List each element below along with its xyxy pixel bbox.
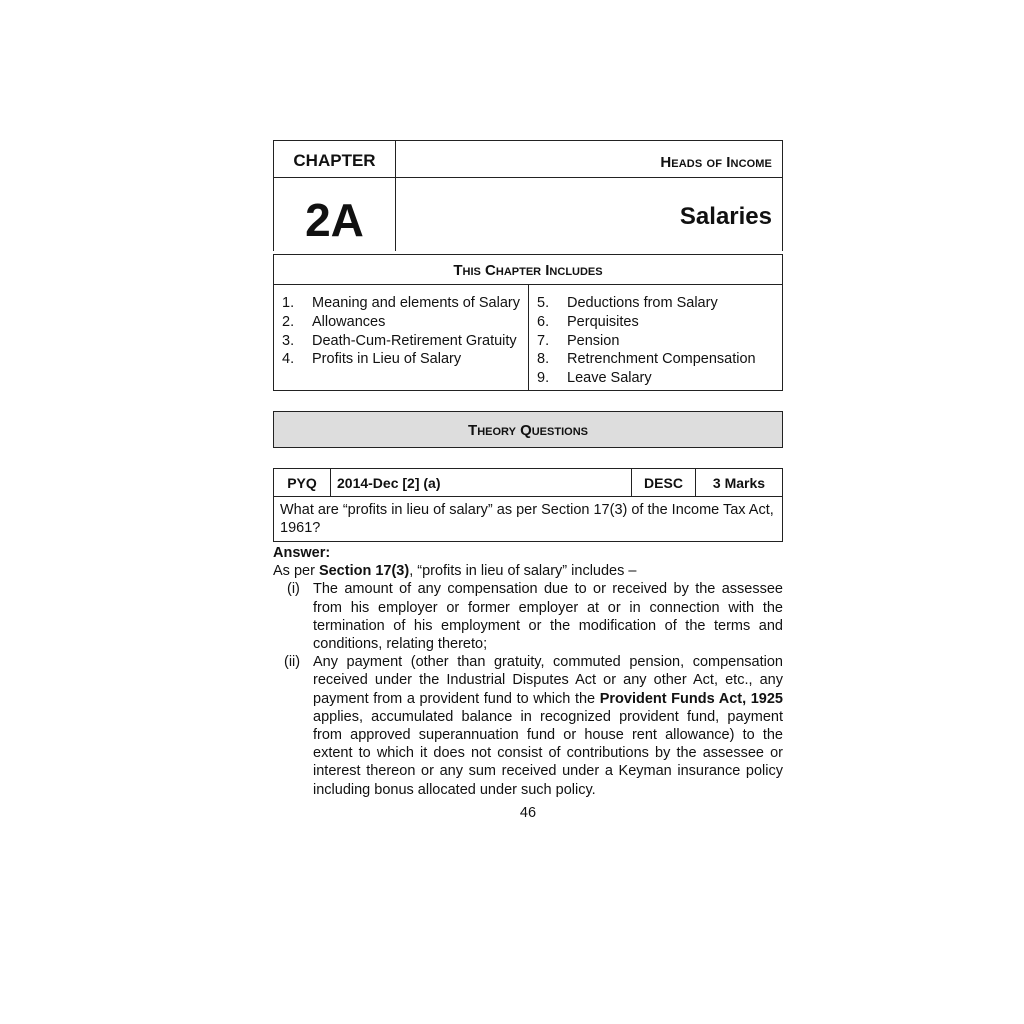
answer-intro-text: As per <box>273 563 319 580</box>
list-item <box>537 294 774 313</box>
list-item <box>537 313 774 332</box>
question-meta-row <box>274 469 782 497</box>
chapter-badge <box>274 141 396 251</box>
answer-intro-text-end: , “profits in lieu of salary” includes – <box>409 563 637 580</box>
answer-item <box>273 580 783 653</box>
list-item-text: Death-Cum-Retirement Gratuity <box>312 332 517 349</box>
list-item-number: 5. <box>537 295 550 311</box>
answer-item-act-name: Provident Funds Act, 1925 <box>599 690 783 707</box>
list-item <box>282 332 520 351</box>
list-item <box>282 350 520 369</box>
list-item-number: 1. <box>282 295 295 311</box>
header-divider <box>395 177 782 178</box>
answer-section <box>273 544 783 799</box>
chapter-title: Salaries <box>679 203 772 230</box>
question-marks: 3 Marks <box>712 474 766 491</box>
chapter-number: 2A <box>305 194 364 246</box>
page-number: 46 <box>519 804 537 821</box>
list-item <box>537 332 774 351</box>
list-item-text: Leave Salary <box>567 370 652 387</box>
list-item <box>537 369 774 388</box>
list-item-number: 7. <box>537 332 550 349</box>
list-item-number: 6. <box>537 313 550 330</box>
answer-item-number: (ii) <box>284 654 301 671</box>
answer-intro <box>273 562 783 580</box>
answer-label: Answer: <box>273 544 331 561</box>
chapter-label: CHAPTER <box>274 141 395 178</box>
list-item-text: Profits in Lieu of Salary <box>312 351 462 368</box>
list-item-number: 9. <box>537 370 550 387</box>
list-item <box>537 350 774 369</box>
list-item-number: 3. <box>282 332 295 349</box>
list-item-text: Allowances <box>312 313 386 330</box>
answer-item-text-start: Any payment (other than gratuity, commuted pension, compensation received under the Industrial Disputes Act or any other Act, etc., any payment from a provident fund to which the <box>313 654 783 707</box>
includes-right-column <box>529 285 782 390</box>
includes-left-column <box>274 285 529 390</box>
chapter-header <box>273 140 783 251</box>
answer-item-text <box>313 653 783 799</box>
question-table <box>273 468 783 542</box>
question-tag: PYQ <box>274 469 331 496</box>
chapter-includes-heading: This Chapter Includes <box>274 255 782 285</box>
heads-of-income-label: Heads of Income <box>660 154 772 171</box>
answer-intro-section: Section 17(3) <box>318 563 410 580</box>
list-item <box>282 313 520 332</box>
answer-item <box>273 653 783 799</box>
list-item <box>282 294 520 313</box>
answer-item-text-end: applies, accumulated balance in recognized provident fund, payment from approved superannuation fund or house rent allowance) to the extent to which it does not consist of contributions by the assessee or interest thereon or any sum received under a Keyman insurance policy including bonus allocated under such policy. <box>313 708 783 798</box>
answer-item-text: The amount of any compensation due to or received by the assessee from his employer or former employer at or in connection with the termination of his employment or the modification of the terms and conditions, relating thereto; <box>313 581 783 652</box>
list-item-text: Deductions from Salary <box>567 295 718 311</box>
question-year: 2014-Dec [2] (a) <box>331 469 632 496</box>
answer-item-number: (i) <box>287 581 300 598</box>
question-type: DESC <box>632 469 696 496</box>
chapter-includes-table <box>273 254 783 391</box>
list-item-text: Meaning and elements of Salary <box>312 295 520 311</box>
list-item-number: 2. <box>282 313 295 330</box>
list-item-text: Pension <box>567 332 620 349</box>
document-page <box>273 140 783 821</box>
list-item-number: 4. <box>282 351 295 368</box>
question-text: What are “profits in lieu of salary” as per Section 17(3) of the Income Tax Act, 1961? <box>280 501 774 537</box>
list-item-number: 8. <box>537 351 550 368</box>
theory-questions-heading: Theory Questions <box>273 411 783 448</box>
list-item-text: Retrenchment Compensation <box>567 351 756 368</box>
list-item-text: Perquisites <box>567 313 639 330</box>
